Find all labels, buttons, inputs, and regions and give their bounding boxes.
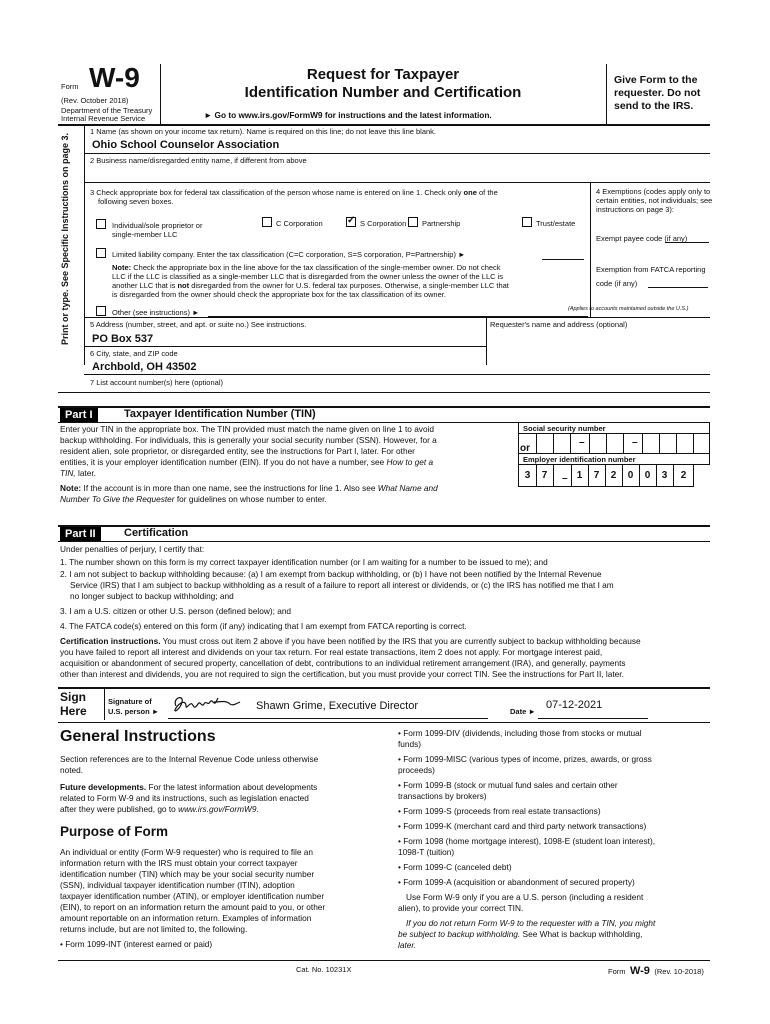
signature-label-2: U.S. person ►	[108, 707, 160, 716]
llc-classification-field[interactable]	[542, 259, 584, 260]
ssn-label: Social security number	[523, 424, 606, 433]
partnership-label: Partnership	[422, 219, 461, 228]
date-label: Date ►	[510, 707, 536, 716]
llc-note: Note: Check the appropriate box in the line above for the tax classification of the single-member owner. Do not check LLC if the LLC is classified as a single-member LLC that is disregarded from the owner unless the owner of the LLC is another LLC that is not disregarded from the owner for U.S. federal tax purposes. Otherwise, a single-member LLC that is disregarded from the owner should check the appropriate box for the tax classification of its owner.	[112, 263, 509, 299]
general-instructions-right: • Form 1099-DIV (dividends, including those from stocks or mutual funds) • Form 1099-MISC (various types of income, prizes, awards, or gross proceeds) • Form 1099-B (stock or mutual fund sales and certain other transactions by brokers) • Form 1099-S (proceeds from real estate transactions) • Form 1099-K (merchant card and third party network transactions) • Form 1098 (home mortgage interest), 1098-E (student loan interest), 1098-T (tuition) • Form 1099-C (canceled debt) • Form 1099-A (acquisition or abandonment of secured property) Use Form W-9 only if you are a U.S. person (including a resident alien), to provide your correct TIN. If you do not return Form W-9 to the requester with a TIN, you might be subject to backup withholding. See What is backup withholding, later.	[398, 728, 710, 955]
individual-label: Individual/sole proprietor or	[112, 221, 203, 230]
fatca-label: Exemption from FATCA reporting	[596, 265, 706, 274]
sign-label: Sign	[60, 690, 86, 704]
ein-digit: 2	[680, 470, 687, 481]
ein-digit: 3	[661, 470, 668, 481]
ein-digit: 1	[576, 470, 583, 481]
line7-label: 7 List account number(s) here (optional)	[90, 378, 223, 387]
part2-tag: Part II	[60, 527, 101, 541]
requester-label: Requester's name and address (optional)	[490, 320, 628, 329]
line6-label: 6 City, state, and ZIP code	[90, 349, 178, 358]
line3-label: 3 Check appropriate box for federal tax classification of the person whose name is entered on line 1. Check only one of the	[90, 188, 498, 197]
form-number: W-9	[89, 62, 140, 93]
ein-label-box	[518, 453, 710, 465]
exempt-payee-label: Exempt payee code (if any)	[596, 234, 688, 243]
give-form-line2: requester. Do not	[614, 87, 701, 99]
part1-title: Taxpayer Identification Number (TIN)	[124, 408, 316, 420]
general-instructions-left: General Instructions Section references are to the Internal Revenue Code unless otherwise noted. Future developments. For the latest information about developments related to Form W-9 and its instructions, such as legislation enacted after they were published, go to www.irs.gov/FormW9. Purpose of Form An individual or entity (Form W-9 requester) who is required to file an information return with the IRS must obtain your correct taxpayer identification number (TIN) which may be your social security number (SSN), individual taxpayer identification number (ITIN), adoption taxpayer identification number (ATIN), or employer identification number (EIN), to report on an information return the amount paid to you, or other amount reportable on an information return. Examples of information returns include, but are not limited to, the following. • Form 1099-INT (interest earned or paid)	[60, 726, 380, 954]
form-footer: Form W-9 (Rev. 10-2018)	[608, 965, 704, 977]
give-form-line1: Give Form to the	[614, 74, 698, 86]
individual-checkbox[interactable]	[96, 219, 106, 229]
fatca-label-2: code (if any)	[596, 279, 638, 288]
ein-label: Employer identification number	[523, 455, 636, 464]
date-field[interactable]: 07-12-2021	[546, 699, 603, 711]
address-field[interactable]: PO Box 537	[92, 333, 154, 345]
llc-checkbox[interactable]	[96, 248, 106, 258]
trust-estate-label: Trust/estate	[536, 219, 576, 228]
general-instructions-heading: General Instructions	[60, 728, 216, 745]
name-field[interactable]: Ohio School Counselor Association	[92, 139, 280, 151]
line5-label: 5 Address (number, street, and apt. or suite no.) See instructions.	[90, 320, 307, 329]
exempt-payee-field[interactable]	[665, 242, 709, 243]
ssn-label-box	[518, 422, 710, 434]
exemptions-label: 4 Exemptions (codes apply only to	[596, 187, 711, 196]
revision-date: (Rev. October 2018)	[61, 96, 129, 105]
give-form-line3: send to the IRS.	[614, 100, 694, 112]
line3-label-2: following seven boxes.	[98, 197, 174, 206]
line2-label: 2 Business name/disregarded entity name, if different from above	[90, 156, 307, 165]
fatca-applies-note: (Applies to accounts maintained outside the U.S.)	[568, 306, 689, 312]
business-name-field[interactable]	[92, 166, 692, 180]
partnership-checkbox[interactable]	[408, 217, 418, 227]
line1-label: 1 Name (as shown on your income tax return). Name is required on this line; do not leave this line blank.	[90, 127, 437, 136]
part1-instructions: Enter your TIN in the appropriate box. The TIN provided must match the name given on line 1 to avoid backup withholding. For individuals, this is generally your social security number (SSN). However, for a resident alien, sole proprietor, or disregarded entity, see the instructions for Part I, later. For other entities, it is your employer identification number (EIN). If you do not have a number, see How to get a TIN, later. Note: If the account is in more than one name, see the instructions for line 1. Also see What Name and Number To Give the Requester for guidelines on whose number to enter.	[60, 424, 438, 504]
c-corp-checkbox[interactable]	[262, 217, 272, 227]
ein-digit: 7	[593, 470, 600, 481]
handwritten-signature	[170, 692, 242, 718]
side-instructions: Print or type. See Specific Instructions on page 3.	[60, 132, 70, 345]
or-label: or	[520, 443, 530, 454]
exemptions-label-3: instructions on page 3):	[596, 205, 674, 214]
ein-digit: 2	[610, 470, 617, 481]
here-label: Here	[60, 704, 87, 718]
s-corp-label: S Corporation	[360, 219, 407, 228]
irs-label: Internal Revenue Service	[61, 114, 146, 123]
ein-digit: 0	[644, 470, 651, 481]
c-corp-label: C Corporation	[276, 219, 323, 228]
ein-digit: 3	[524, 470, 531, 481]
s-corp-checkbox[interactable]	[346, 217, 356, 227]
signer-name: Shawn Grime, Executive Director	[256, 700, 418, 712]
department: Department of the Treasury	[61, 106, 153, 115]
form-label: Form	[61, 82, 79, 91]
city-state-zip-field[interactable]: Archbold, OH 43502	[92, 361, 197, 373]
catalog-number: Cat. No. 10231X	[296, 965, 352, 974]
ein-digit: 7	[541, 470, 548, 481]
part1-tag: Part I	[60, 408, 98, 422]
signature-label: Signature of	[108, 697, 152, 706]
form-title-line2: Identification Number and Certification	[244, 84, 522, 101]
individual-label-2: single-member LLC	[112, 230, 178, 239]
other-label: Other (see instructions) ►	[112, 308, 200, 317]
form-title-line1: Request for Taxpayer	[306, 66, 460, 83]
goto-instructions: ► Go to www.irs.gov/FormW9 for instructions and the latest information.	[204, 110, 492, 120]
certification-text: Under penalties of perjury, I certify that: 1. The number shown on this form is my correct taxpayer identification number (or I am waiting for a number to be issued to me); and 2. I am not subject to backup withholding because: (a) I am exempt from backup withholding, or (b) I have not been notified by the Internal Revenue Service (IRS) that I am subject to backup withholding as a result of a failure to report all interest or dividends, or (c) the IRS has notified me that I am no longer subject to backup withholding; and 3. I am a U.S. citizen or other U.S. person (defined below); and 4. The FATCA code(s) entered on this form (if any) indicating that I am exempt from FATCA reporting is correct. Certification instructions. You must cross out item 2 above if you have been notified by the IRS that you are currently subject to backup withholding because you have failed to report all interest and dividends on your tax return. For real estate transactions, item 2 does not apply. For mortgage interest paid, acquisition or abandonment of secured property, cancellation of debt, contributions to an individual retirement arrangement (IRA), and generally, payments other than interest and dividends, you are not required to sign the certification, but you must provide your correct TIN. See the instructions for Part II, later.	[60, 544, 641, 679]
ssn-field[interactable]: – –	[518, 434, 710, 454]
purpose-heading: Purpose of Form	[60, 824, 169, 839]
exemptions-label-2: certain entities, not individuals; see	[596, 196, 713, 205]
other-checkbox[interactable]	[96, 306, 106, 316]
trust-estate-checkbox[interactable]	[522, 217, 532, 227]
ein-field[interactable]: 3 7 – 1 7 2 0 0 3 2	[518, 465, 694, 487]
signature-field[interactable]	[170, 692, 242, 718]
part2-title: Certification	[124, 527, 189, 539]
ein-digit: 0	[627, 470, 634, 481]
fatca-field[interactable]	[648, 287, 708, 288]
llc-label: Limited liability company. Enter the tax classification (C=C corporation, S=S corporation, P=Partnership) ►	[112, 250, 466, 259]
